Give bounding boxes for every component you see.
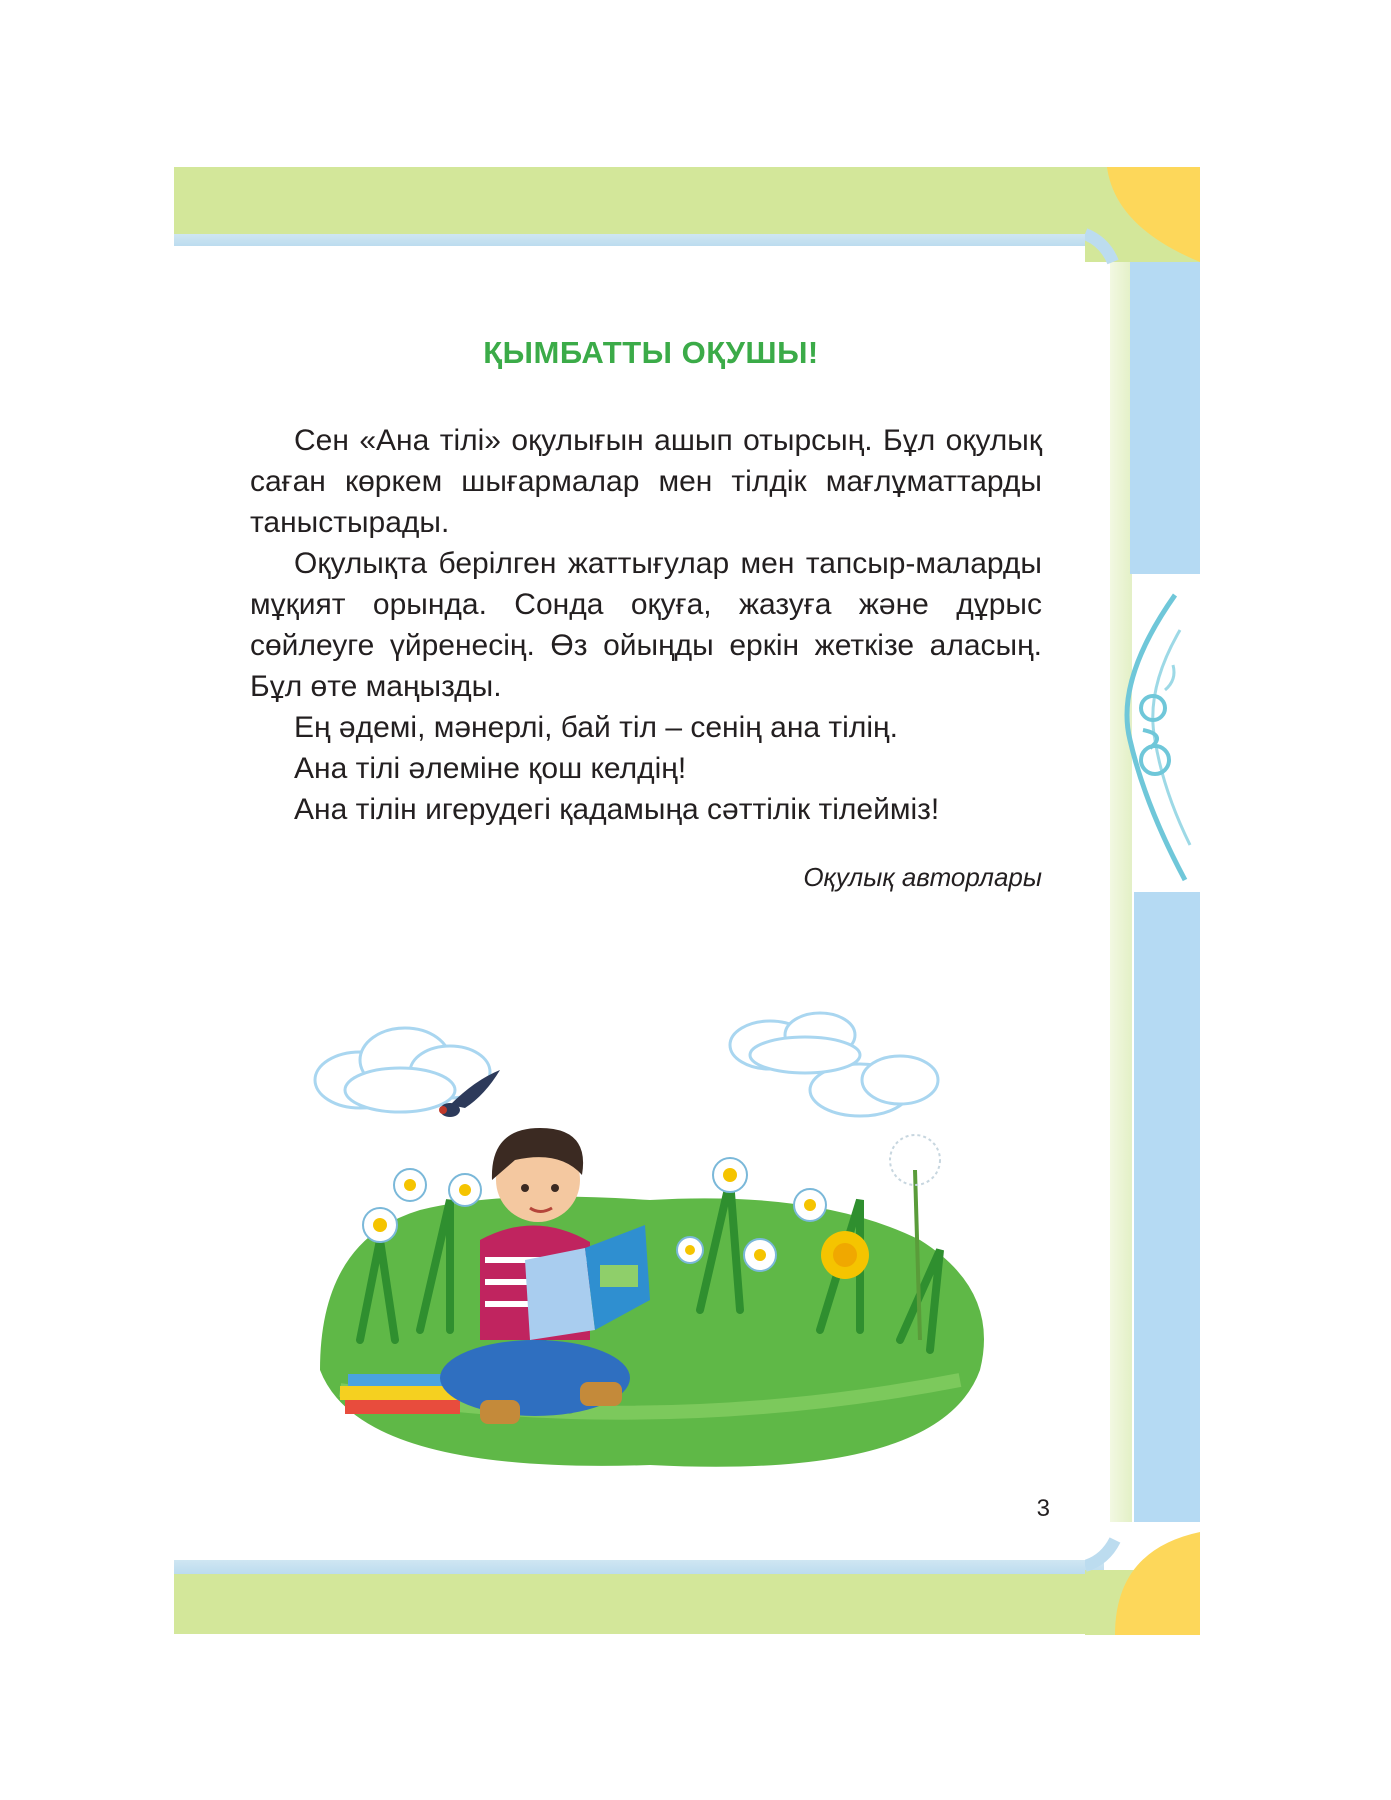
bottom-blue-line — [174, 1560, 1104, 1574]
top-blue-line — [174, 234, 1104, 246]
authors-signature: Оқулық авторлары — [803, 862, 1042, 892]
side-blue-band-top — [1130, 262, 1200, 574]
bottom-green-band — [174, 1574, 1114, 1634]
bottom-right-corner-decoration — [1085, 1510, 1200, 1635]
page-number: 3 — [1036, 1495, 1050, 1522]
paragraph-1: Сен «Ана тілі» оқулығын ашып отырсың. Бұл оқулық саған көркем шығармалар мен тілдік мағлұматтарды таныстырады. — [250, 424, 1042, 539]
paragraph-3: Ең әдемі, мәнерлі, бай тіл – сенің ана тілің. — [294, 711, 898, 744]
top-right-corner-decoration — [1085, 167, 1200, 267]
paragraph-2: Оқулықта берілген жаттығулар мен тапсыр-маларды мұқият орында. Сонда оқуға, жазуға және дұрыс сөйлеуге үйренесің. Өз ойыңды еркін жеткізе аласың. Бұл өте маңызды. — [250, 547, 1042, 703]
paragraph-4: Ана тілі әлеміне қош келдің! — [294, 752, 687, 785]
side-ornament-icon — [1105, 590, 1200, 885]
side-green-strip — [1110, 262, 1132, 1522]
paragraph-5: Ана тілін игерудегі қадамыңа сәттілік тілейміз! — [294, 793, 940, 826]
boy-reading-illustration — [300, 1010, 1000, 1480]
side-blue-band-bottom — [1134, 892, 1200, 1522]
page-title: ҚЫМБАТТЫ ОҚУШЫ! — [483, 335, 819, 370]
intro-text — [250, 420, 1042, 830]
cloud-right — [730, 1013, 938, 1116]
top-green-band — [174, 167, 1109, 234]
